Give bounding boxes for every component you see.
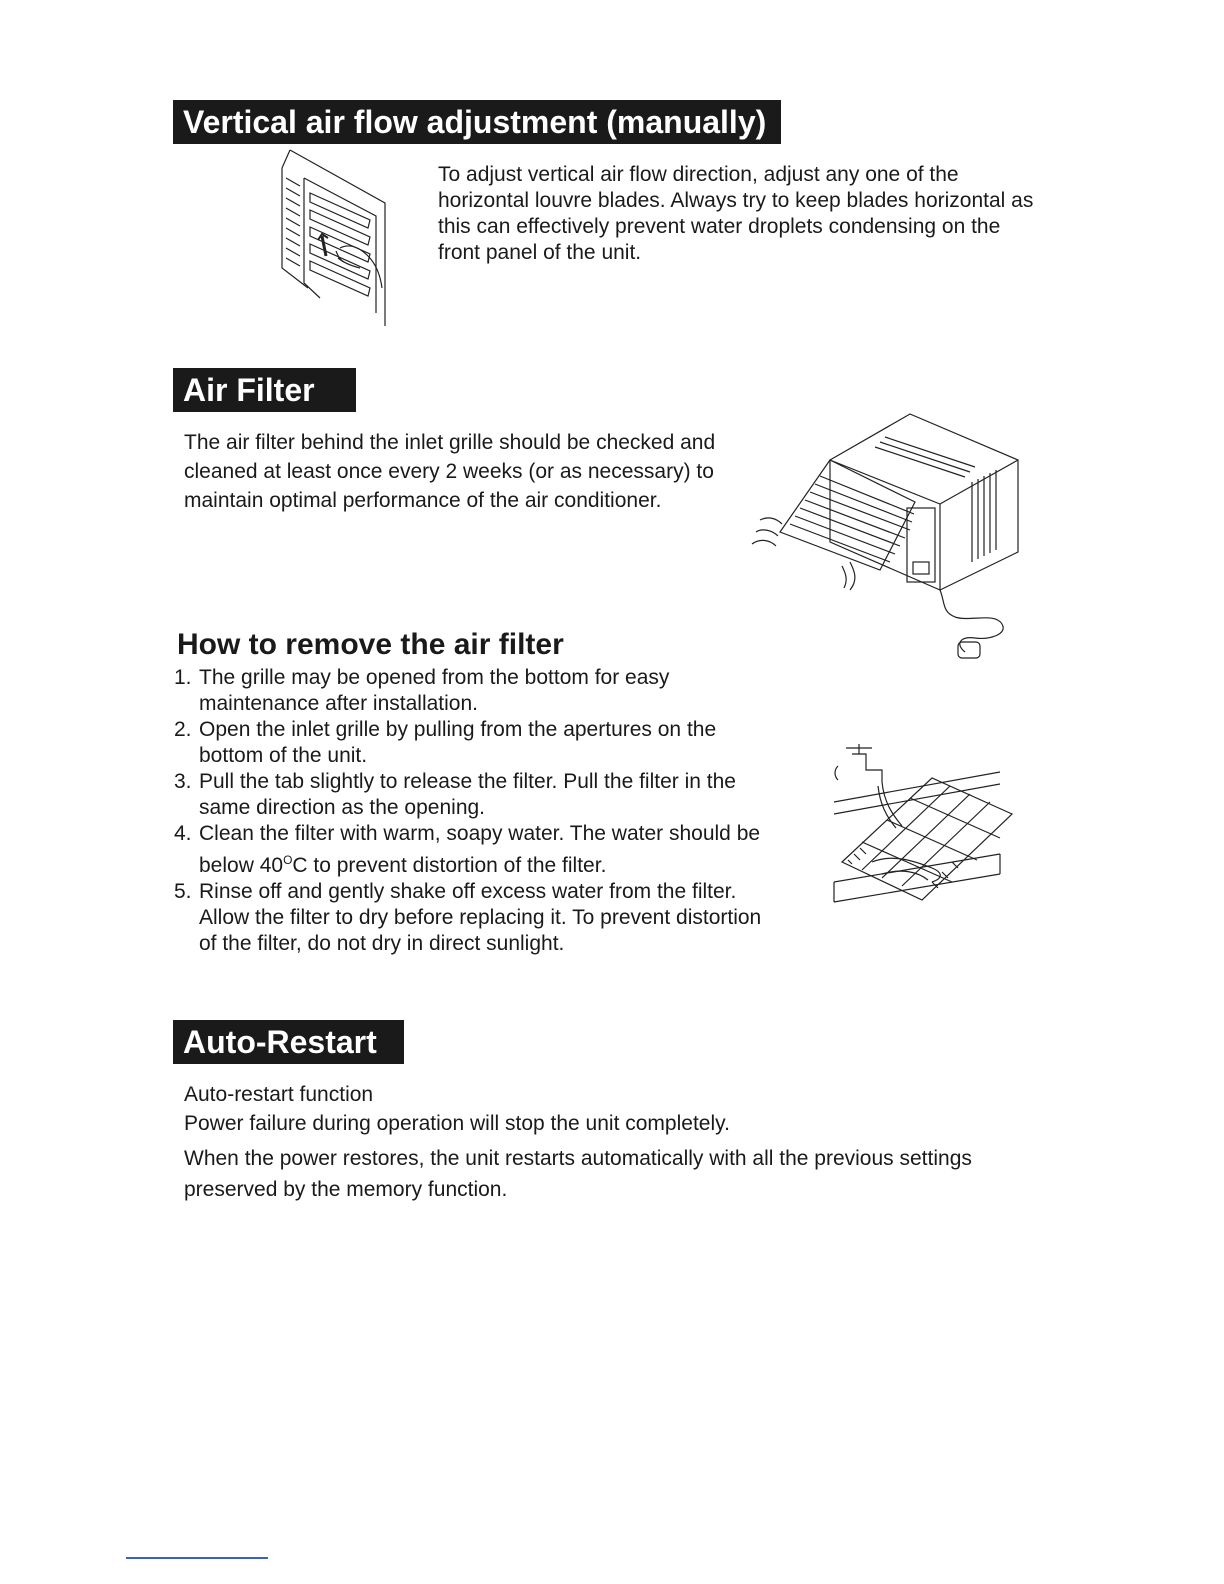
step-text-after: C to prevent distortion of the filter. [292,854,607,877]
list-item [174,879,774,957]
step-text: Pull the tab slightly to release the filter. Pull the filter in the same direction as the opening. [199,770,736,819]
filter-washing-tap-icon [832,742,1017,907]
step-number: 1. [174,666,192,689]
step-text: Open the inlet grille by pulling from the apertures on the bottom of the unit. [199,718,717,767]
step-number: 3. [174,770,192,793]
auto-restart-line-2: Power failure during operation will stop the unit completely. [184,1112,730,1135]
air-filter-text: The air filter behind the inlet grille should be checked and cleaned at least once every 2 weeks (or as necessary) to maintain optimal performance of the air conditioner. [184,431,716,512]
remove-filter-heading: How to remove the air filter [177,628,564,661]
section-title-vertical-air-flow: Vertical air flow adjustment (manually) [173,100,781,144]
step-text-before: Clean the filter with warm, soapy water. The water should be below 40 [199,822,761,877]
vertical-air-flow-text: To adjust vertical air flow direction, adjust any one of the horizontal louvre blades. Always try to keep blades horizontal as this can effectively prevent water droplets condensing on the front panel of the unit. [438,163,1034,264]
auto-restart-line-1: Auto-restart function [184,1083,374,1106]
step-number: 2. [174,718,192,741]
footer-rule [126,1557,268,1559]
step-number: 5. [174,880,192,903]
step-number: 4. [174,822,192,845]
list-item [174,769,774,821]
list-item [174,665,774,717]
degree-sup: O [283,853,293,867]
remove-filter-steps [174,665,774,957]
step-text [199,822,760,877]
auto-restart-line-3: When the power restores, the unit restarts automatically with all the previous settings preserved by the memory function. [184,1147,972,1201]
step-text: Rinse off and gently shake off excess water from the filter. Allow the filter to dry before replacing it. To prevent distortion of the filter, do not dry in direct sunlight. [199,880,762,955]
list-item [174,717,774,769]
air-conditioner-unit-icon [750,412,1025,667]
list-item [174,821,774,879]
step-text: The grille may be opened from the bottom for easy maintenance after installation. [199,666,670,715]
louvre-adjust-hand-icon [280,148,390,328]
section-title-air-filter: Air Filter [173,368,356,412]
section-title-auto-restart: Auto-Restart [173,1020,404,1064]
